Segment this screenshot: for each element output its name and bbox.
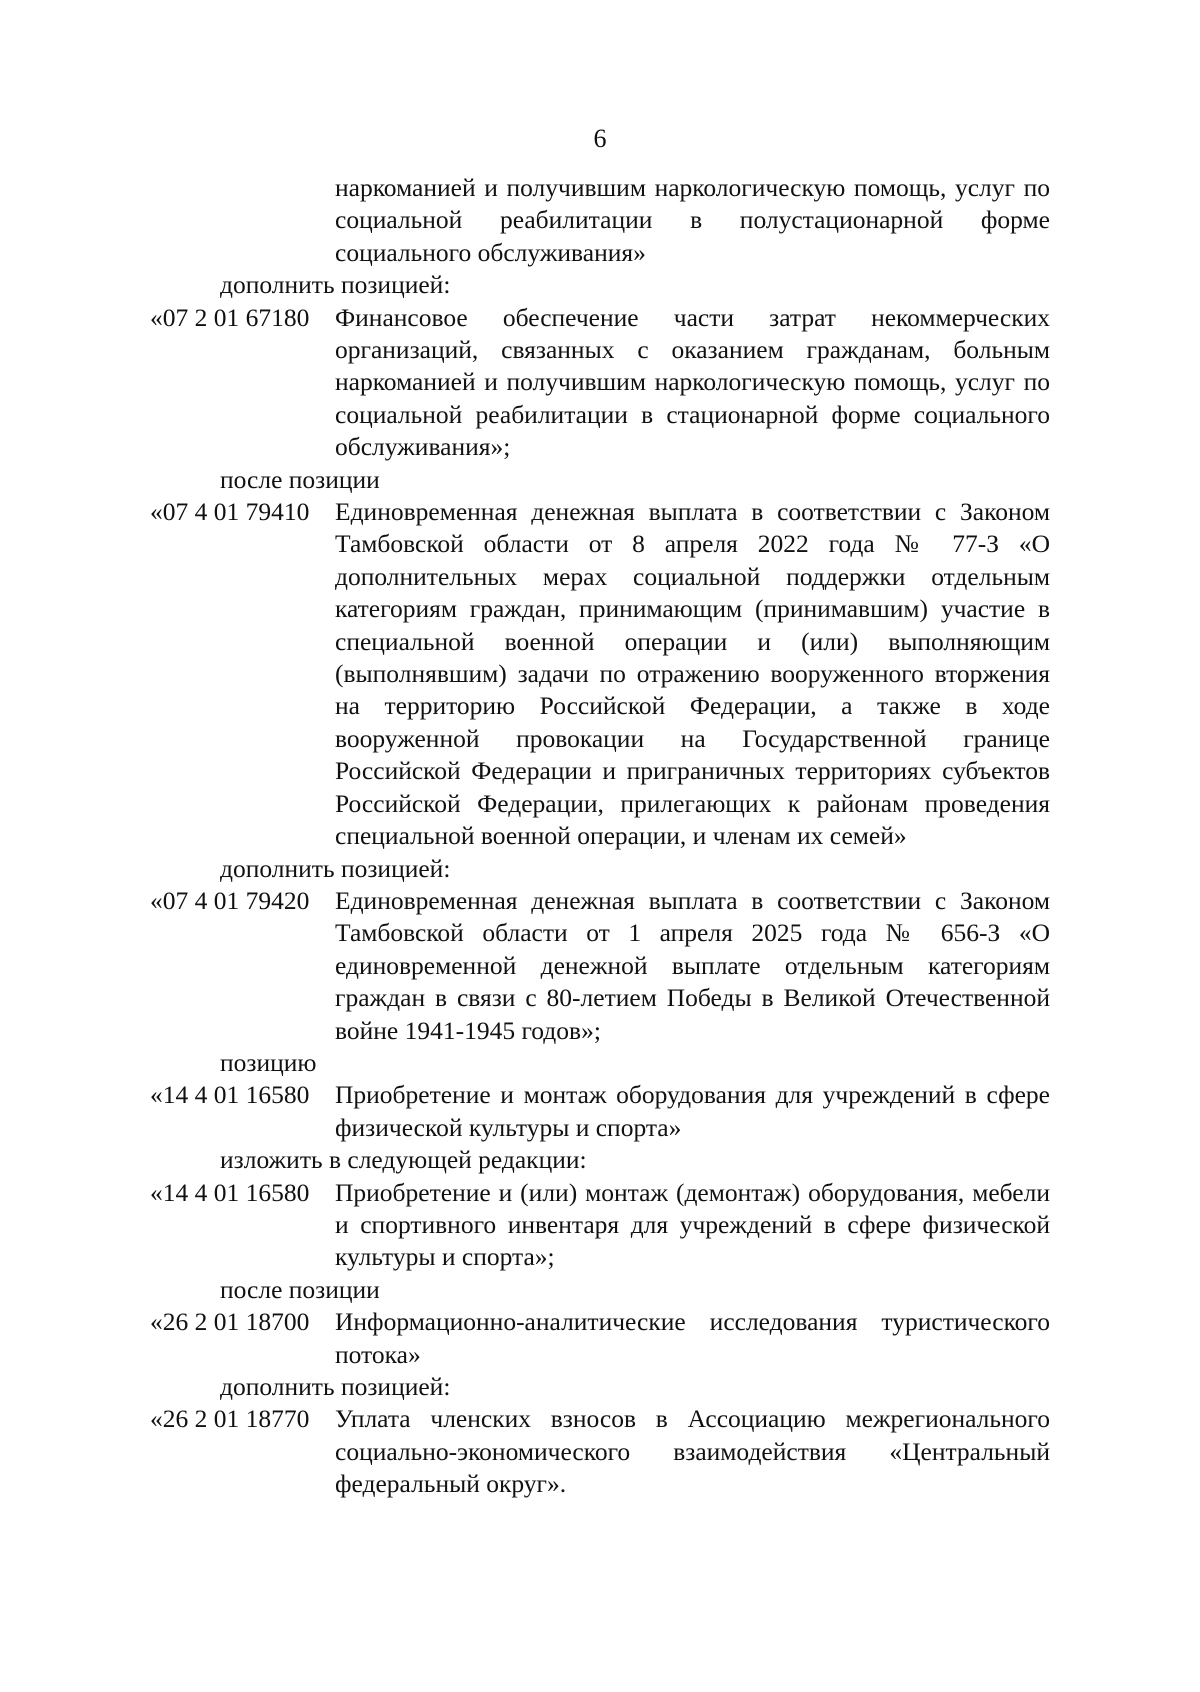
position-text: Приобретение и монтаж оборудования для учреждений в сфере физической культуры и спорта» <box>335 1080 1050 1142</box>
instruction-restate: изложить в следующей редакции: <box>220 1145 587 1175</box>
position-entry <box>150 1306 1050 1371</box>
instruction-after-position-1: после позиции <box>220 464 380 494</box>
position-text: Единовременная денежная выплата в соответствии с Законом Тамбовской области от 1 апреля 2025 года № 656-З «О единовременной денежной выплате отдельным категориям граждан в связи с 80-летием Победы в Великой Отечественной войне 1941-1945 годов»; <box>335 885 1050 1045</box>
position-entry <box>150 496 1050 852</box>
instruction-after-position-2: после позиции <box>220 1274 380 1304</box>
position-entry <box>150 1177 1050 1274</box>
instruction-position: позицию <box>220 1047 317 1077</box>
position-text: Приобретение и (или) монтаж (демонтаж) оборудования, мебели и спортивного инвентаря для учреждений в сфере физической культуры и спорта»; <box>335 1177 1050 1272</box>
position-text: Финансовое обеспечение части затрат некоммерческих организаций, связанных с оказанием гражданам, больным наркоманией и получившим наркологическую помощь, услуг по социальной реабилитации в стационарной форме социального обслуживания»; <box>335 302 1050 462</box>
position-code: «14 4 01 16580 <box>150 1177 310 1207</box>
page-number: 6 <box>593 124 607 153</box>
instruction-add-position-1: дополнить позицией: <box>220 270 451 300</box>
position-entry <box>150 1079 1050 1144</box>
position-code: «07 4 01 79410 <box>150 497 310 527</box>
position-code: «14 4 01 16580 <box>150 1080 310 1110</box>
instruction-add-position-3: дополнить позицией: <box>220 1371 451 1401</box>
position-text: Информационно-аналитические исследования туристического потока» <box>335 1307 1050 1369</box>
position-entry <box>150 885 1050 1047</box>
position-code: «07 2 01 67180 <box>150 302 310 332</box>
position-code: «07 4 01 79420 <box>150 885 310 915</box>
continuation-paragraph: наркоманией и получившим наркологическую помощь, услуг по социальной реабилитации в полустационарной форме социального обслуживания» <box>335 173 1050 267</box>
position-entry <box>150 302 1050 464</box>
document-body <box>150 172 1050 1501</box>
position-text: Единовременная денежная выплата в соответствии с Законом Тамбовской области от 8 апреля 2022 года № 77-З «О дополнительных мерах социальной поддержки отдельным категориям граждан, принимающим (принимавшим) участие в специальной военной операции и (или) выполняющим (выполнявшим) задачи по отражению вооруженного вторжения на территорию Российской Федерации, а также в ходе вооруженной провокации на Государственной границе Российской Федерации и приграничных территориях субъектов Российской Федерации, прилегающих к районам проведения специальной военной операции, и членам их семей» <box>335 497 1050 851</box>
position-code: «26 2 01 18700 <box>150 1307 310 1337</box>
position-code: «26 2 01 18770 <box>150 1404 310 1434</box>
instruction-add-position-2: дополнить позицией: <box>220 853 451 883</box>
position-text: Уплата членских взносов в Ассоциацию межрегионального социально-экономического взаимодействия «Центральный федеральный округ». <box>335 1404 1050 1499</box>
position-entry <box>150 1403 1050 1500</box>
